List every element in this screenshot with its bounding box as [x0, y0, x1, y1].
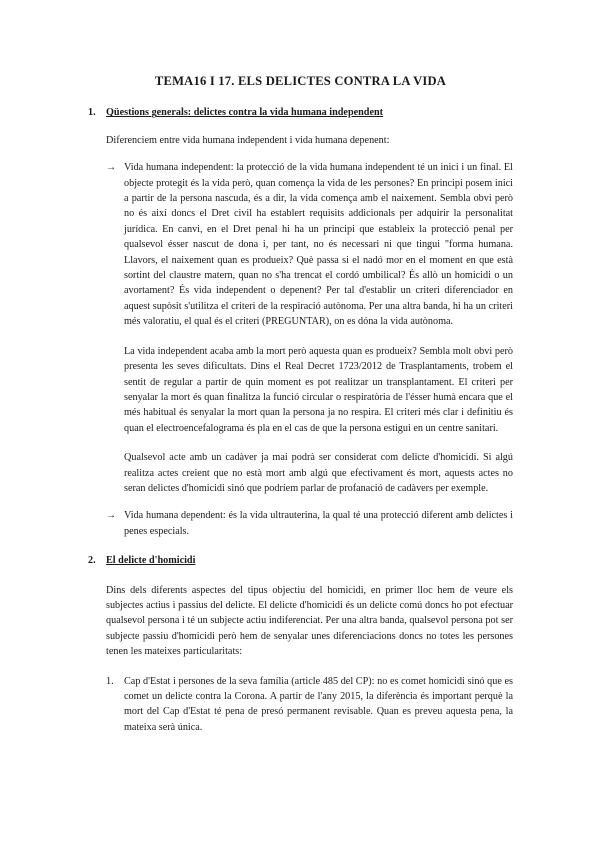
bullet-independent-life	[106, 160, 513, 496]
list-item-head-of-state	[106, 674, 513, 736]
paragraph-end-of-life: La vida independent acaba amb la mort però aquesta quan es produeix? Sembla molt obvi però presenta les seves dificultats. Dins el Real Decret 1723/2012 de Trasplantaments, trobem el sentit de regular a partir de quin moment es pot realitzar un transplantament. El criteri per senyalar la mort és quan finalitza la funció circular o respiratòria de l'ésser humà encara que el més habitual és senyalar la mort quan la persona ja no respira. El criteri més clar i definitiu és quan el electroencefalograma és pla en el cas de que la persona estigui en un centre sanitari.	[124, 345, 513, 434]
section-1-number: 1.	[88, 107, 96, 119]
paragraph-start-of-life: Vida humana independent: la protecció de la vida humana independent té un inici i un final. El objecte protegit és la vida però, quan comença la vida de les persones? En principi posem inici a partir de la persona nascuda, és a dir, la vida comença amb el naixement. Sembla obvi però no és així doncs el Dret civil ha establert requisits addicionals per adquirir la personalitat jurídica. En canvi, en el Dret penal hi ha un principi que estableix la protecció penal per qualsevol ésser nascut de dona i, per tant, no és necessari ni que tingui "forma humana. Llavors, el naixement quan es produeix? Què passa si el nadó mor en el moment en que està sortint del claustre matern, quan no s'ha trencat el cordó umbilical? És allò un homicidi o un avortament? És vida independent o depenent? Per tal d'establir un criteri diferenciador en aquest supòsit s'utilitza el criteri de la respiració autònoma. Per una altra banda, hi ha un criteri més valoratiu, el qual és el criteri (PREGUNTAR), on es dóna la vida autònoma.	[124, 162, 513, 328]
list-item-text: Cap d'Estat i persones de la seva família (article 485 del CP): no es comet homicidi sinó que es comet un delicte contra la Corona. A partir de l'any 2015, la diferència és important perquè la mort del Cap d'Estat té pena de presó permanent revisable. Quan es preveu aquesta pena, la mateixa serà única.	[124, 675, 513, 733]
section-2-number: 2.	[88, 555, 96, 567]
bullet-body	[124, 160, 513, 496]
arrow-bullet-icon: →	[106, 510, 117, 522]
section-2-heading	[88, 553, 513, 568]
list-item-number: 1.	[106, 675, 114, 687]
section-1-heading	[88, 105, 513, 120]
paragraph-corpse: Qualsevol acte amb un cadàver ja mai podrà ser considerat com delicte d'homicidi. Si algú realitza actes creient que no està mort amb algú que efectivament és mort, aquests actes no seran delictes d'homicidi sinó que podríem parlar de profanació de cadàvers per exemple.	[124, 452, 513, 494]
bullet-dependent-life	[106, 508, 513, 539]
section-2-intro: Dins dels diferents aspectes del tipus objectiu del homicidi, en primer lloc hem de veure els subjectes actius i passius del delicte. El delicte d'homicidi és un delicte comú doncs ho pot efectuar qualsevol persona i té un subjecte actiu indiferenciat. Per una altra banda, qualsevol persona pot ser subjecte passiu d'homicidi però hem de senyalar unes diferenciacions doncs no totes les persones tenen les mateixes particularitats:	[106, 584, 513, 658]
arrow-bullet-icon: →	[106, 162, 117, 174]
section-1-heading-text: Qüestions generals: delictes contra la vida humana independent	[106, 107, 384, 119]
section-1-intro: Diferenciem entre vida humana independent i vida humana depenent:	[106, 134, 390, 146]
document-title: TEMA16 I 17. ELS DELICTES CONTRA LA VIDA	[154, 74, 447, 88]
section-2-heading-text: El delicte d'homicidi	[106, 555, 196, 567]
bullet-dependent-text: Vida humana dependent: és la vida ultrauterina, la qual té una protecció diferent amb delictes i penes especials.	[124, 510, 513, 537]
